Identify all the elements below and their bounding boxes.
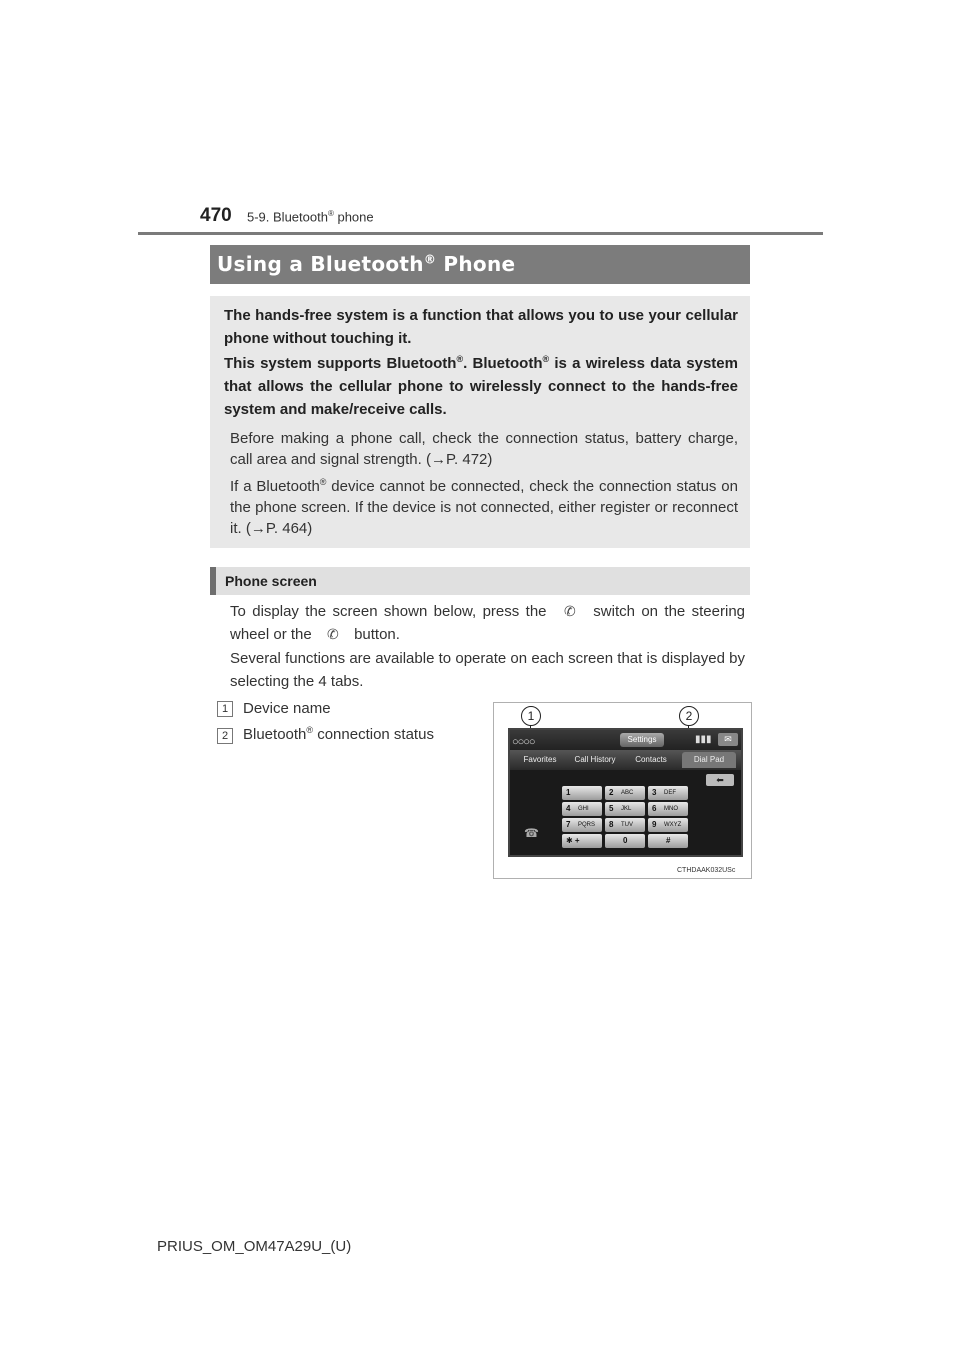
key-8[interactable]: 8 TUV bbox=[605, 818, 645, 832]
key-7[interactable]: 7 PQRS bbox=[562, 818, 602, 832]
callout-label-connection-status: Bluetooth® connection status bbox=[243, 725, 434, 743]
tab-row bbox=[510, 750, 741, 770]
key-4[interactable]: 4 GHI bbox=[562, 802, 602, 816]
key-star[interactable]: ✱ + bbox=[562, 834, 602, 848]
phone-screen-paragraph-1: To display the screen shown below, press the ✆ switch on the steering wheel or the ✆ button. bbox=[230, 600, 745, 646]
phone-screen-heading-bar bbox=[210, 567, 750, 595]
section-title: Using a Bluetooth® Phone bbox=[217, 252, 516, 276]
header-rule bbox=[138, 232, 823, 235]
heading-accent bbox=[210, 567, 216, 595]
phone-icon: ✆ bbox=[327, 626, 339, 642]
mail-icon[interactable]: ✉ bbox=[718, 733, 738, 746]
key-6[interactable]: 6 MNO bbox=[648, 802, 688, 816]
status-row bbox=[510, 730, 741, 750]
bluetooth-status-icon: ▮▮▮ bbox=[695, 734, 712, 745]
phone-icon: ☎ bbox=[524, 826, 539, 840]
key-0[interactable]: 0 bbox=[605, 834, 645, 848]
tab-contacts[interactable]: Contacts bbox=[635, 755, 667, 764]
phone-screen-figure bbox=[493, 702, 752, 879]
tab-dial-pad[interactable]: Dial Pad bbox=[682, 752, 736, 768]
tab-favorites[interactable]: Favorites bbox=[523, 755, 557, 764]
tab-call-history[interactable]: Call History bbox=[574, 755, 616, 764]
section-reference: 5-9. Bluetooth® phone bbox=[247, 209, 374, 225]
intro-paragraph-1: The hands-free system is a function that allows you to use your cellular phone without touching it. bbox=[224, 307, 738, 347]
key-2[interactable]: 2 ABC bbox=[605, 786, 645, 800]
back-arrow-icon[interactable]: ⬅ bbox=[706, 774, 734, 786]
key-3[interactable]: 3 DEF bbox=[648, 786, 688, 800]
section-title-bar bbox=[210, 245, 750, 284]
key-1[interactable]: 1 bbox=[562, 786, 602, 800]
phone-icon: ✆ bbox=[564, 603, 576, 619]
figure-code: CTHDAAK032USc bbox=[677, 867, 736, 874]
document-code: PRIUS_OM_OM47A29U_(U) bbox=[157, 1238, 352, 1255]
phone-display bbox=[508, 728, 743, 857]
key-5[interactable]: 5 JKL bbox=[605, 802, 645, 816]
settings-button[interactable]: Settings bbox=[620, 733, 664, 747]
callout-label-device-name: Device name bbox=[243, 700, 331, 717]
phone-screen-heading: Phone screen bbox=[225, 573, 317, 589]
intro-note-2: If a Bluetooth® device cannot be connected, check the connection status on the phone screen. If the device is not connected, either register or reconnect it. (→P. 464) bbox=[230, 477, 738, 537]
callout-number: 2 bbox=[217, 728, 233, 744]
callout-number: 1 bbox=[217, 701, 233, 717]
figure-callout-1: 1 bbox=[521, 706, 541, 726]
intro-note-1: Before making a phone call, check the connection status, battery charge, call area and signal strength. (→P. 472) bbox=[230, 430, 738, 468]
phone-screen-paragraph-2: Several functions are available to operate on each screen that is displayed by selecting the 4 tabs. bbox=[230, 650, 745, 690]
page-number: 470 bbox=[200, 205, 232, 226]
figure-callout-2: 2 bbox=[679, 706, 699, 726]
device-name: ○○○○ bbox=[512, 736, 535, 748]
intro-paragraph-2: This system supports Bluetooth®. Bluetooth® is a wireless data system that allows the cellular phone to wirelessly connect to the hands-free system and make/receive calls. bbox=[224, 354, 738, 418]
key-hash[interactable]: # bbox=[648, 834, 688, 848]
intro-box bbox=[210, 296, 750, 548]
key-9[interactable]: 9 WXYZ bbox=[648, 818, 688, 832]
